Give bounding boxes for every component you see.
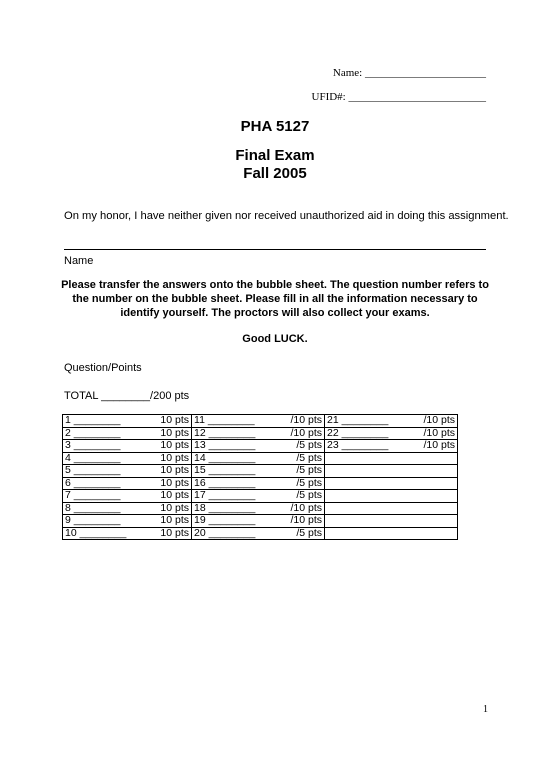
question-points: 10 pts <box>160 439 190 452</box>
question-number: 7 ________ <box>65 489 121 502</box>
question-points: 10 pts <box>160 451 190 464</box>
score-cell <box>325 515 458 528</box>
question-number: 23 ________ <box>327 439 389 452</box>
question-points: /10 pts <box>423 414 455 427</box>
score-cell <box>63 415 192 428</box>
question-points: 10 pts <box>160 426 190 439</box>
question-number: 20 ________ <box>194 526 256 539</box>
score-cell <box>192 515 325 528</box>
signature-line <box>64 249 486 250</box>
score-cell <box>325 490 458 503</box>
score-cell <box>325 527 458 540</box>
question-points: 10 pts <box>160 414 190 427</box>
score-cell <box>325 465 458 478</box>
score-cell <box>325 452 458 465</box>
question-number: 21 ________ <box>327 414 389 427</box>
question-points: 10 pts <box>160 464 190 477</box>
total-score-line: TOTAL ________/200 pts <box>64 390 190 402</box>
question-number: 12 ________ <box>194 426 256 439</box>
question-number: 13 ________ <box>194 439 256 452</box>
question-number: 22 ________ <box>327 426 389 439</box>
question-points: /5 pts <box>296 489 322 502</box>
signature-label: Name <box>64 255 94 267</box>
question-points: 10 pts <box>160 489 190 502</box>
question-points: /10 pts <box>290 501 322 514</box>
question-points-label: Question/Points <box>64 362 142 374</box>
score-cell <box>192 440 325 453</box>
question-number: 8 ________ <box>65 501 121 514</box>
score-cell <box>63 527 192 540</box>
score-cell <box>325 415 458 428</box>
score-table <box>62 414 458 540</box>
question-number: 1 ________ <box>65 414 121 427</box>
question-points: 10 pts <box>160 501 190 514</box>
score-cell <box>192 527 325 540</box>
exam-title <box>0 147 550 183</box>
table-row <box>63 515 458 528</box>
table-row <box>63 477 458 490</box>
table-row <box>63 427 458 440</box>
score-cell <box>63 502 192 515</box>
score-cell <box>63 452 192 465</box>
score-cell <box>63 477 192 490</box>
course-title: PHA 5127 <box>240 118 310 135</box>
score-cell <box>325 502 458 515</box>
question-number: 6 ________ <box>65 476 121 489</box>
question-number: 17 ________ <box>194 489 256 502</box>
score-cell <box>63 515 192 528</box>
question-number: 5 ________ <box>65 464 121 477</box>
question-points: 10 pts <box>160 476 190 489</box>
score-cell <box>192 465 325 478</box>
question-points: /10 pts <box>290 514 322 527</box>
question-points: /5 pts <box>296 451 322 464</box>
question-number: 9 ________ <box>65 514 121 527</box>
honor-statement: On my honor, I have neither given nor received unauthorized aid in doing this assignment. <box>64 210 509 222</box>
question-number: 18 ________ <box>194 501 256 514</box>
instructions: Please transfer the answers onto the bubble sheet. The question number refers to the number on the bubble sheet. Please fill in all the information necessary to identify yourself. The proctors will also collect your exams. <box>61 279 489 319</box>
question-number: 16 ________ <box>194 476 256 489</box>
question-points: 10 pts <box>160 514 190 527</box>
exam-title-line2: Fall 2005 <box>243 165 307 182</box>
score-cell <box>63 490 192 503</box>
question-points: /5 pts <box>296 464 322 477</box>
score-cell <box>192 452 325 465</box>
question-number: 4 ________ <box>65 451 121 464</box>
question-points: /10 pts <box>423 439 455 452</box>
score-cell <box>192 490 325 503</box>
score-cell <box>192 427 325 440</box>
score-cell <box>192 477 325 490</box>
question-points: /5 pts <box>296 439 322 452</box>
page-number: 1 <box>483 704 488 715</box>
score-cell <box>325 477 458 490</box>
table-row <box>63 490 458 503</box>
question-points: /10 pts <box>423 426 455 439</box>
question-number: 3 ________ <box>65 439 121 452</box>
question-points: /10 pts <box>290 426 322 439</box>
question-number: 14 ________ <box>194 451 256 464</box>
table-row <box>63 527 458 540</box>
good-luck: Good LUCK. <box>242 333 308 345</box>
table-row <box>63 440 458 453</box>
score-cell <box>63 465 192 478</box>
table-row <box>63 502 458 515</box>
question-number: 10 ________ <box>65 526 127 539</box>
score-cell <box>192 502 325 515</box>
table-row <box>63 415 458 428</box>
score-cell <box>63 440 192 453</box>
name-field-line: Name: ______________________ <box>332 67 486 79</box>
question-points: /5 pts <box>296 476 322 489</box>
question-number: 15 ________ <box>194 464 256 477</box>
score-cell <box>325 440 458 453</box>
question-number: 2 ________ <box>65 426 121 439</box>
ufid-field-line: UFID#: _________________________ <box>311 91 486 103</box>
score-cell <box>325 427 458 440</box>
score-cell <box>63 427 192 440</box>
question-points: /10 pts <box>290 414 322 427</box>
table-row <box>63 452 458 465</box>
question-points: /5 pts <box>296 526 322 539</box>
question-number: 19 ________ <box>194 514 256 527</box>
score-cell <box>192 415 325 428</box>
question-number: 11 ________ <box>194 414 255 427</box>
exam-title-line1: Final Exam <box>235 147 315 164</box>
table-row <box>63 465 458 478</box>
question-points: 10 pts <box>160 526 190 539</box>
